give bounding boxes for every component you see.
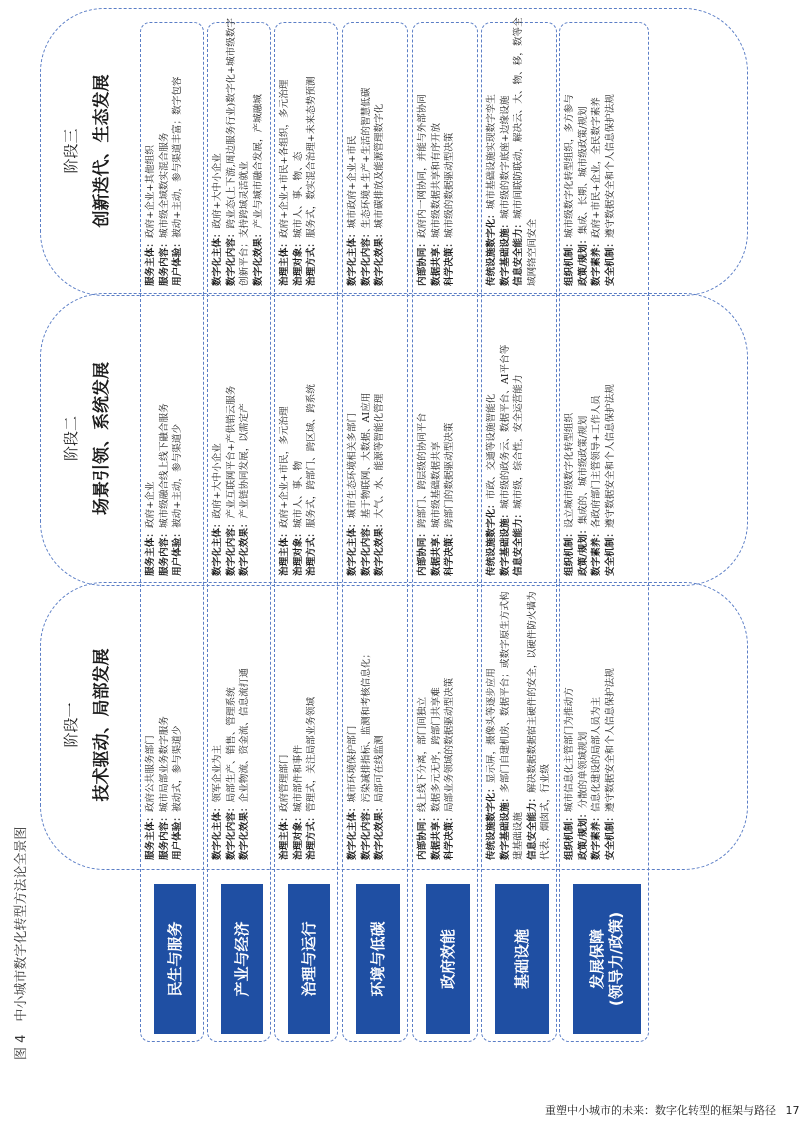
cell-line (211, 16, 225, 286)
cell-line (171, 301, 185, 576)
cell-line-value: 城市级数据共享和有序开放 (430, 122, 442, 239)
cell-line-label: 数字基础设施： (499, 218, 511, 286)
cell-line-value: 城市级，综合性，安全运营能力 (513, 374, 524, 509)
cell-line-value: 产业互联网平台+产供销云服务 (225, 385, 237, 519)
cell-line-value: 企业物流、资金流、信息流打通 (239, 668, 250, 803)
cell-line (512, 301, 526, 576)
cell-line (225, 16, 252, 286)
cell-line-value: 政府+企业+市民+各组织，多元治理 (279, 79, 290, 239)
cell-line (144, 301, 158, 576)
cell-line-label: 治理对象： (292, 238, 304, 286)
cell-line-label: 政策/规划： (577, 808, 589, 860)
stage-cell (563, 16, 649, 286)
cell-line (292, 301, 306, 576)
cell-line-label: 用户体验： (172, 238, 183, 286)
cell-line (499, 590, 526, 860)
stage-number: 阶段一 (62, 702, 80, 748)
cell-line-label: 治理主体： (279, 812, 290, 860)
cell-line-label: 信息安全能力： (513, 218, 524, 286)
cell-line (373, 590, 387, 860)
cell-line-label: 数字化主体： (347, 802, 358, 860)
cell-line (604, 301, 618, 576)
cell-line (499, 16, 513, 286)
cell-line-label: 数字化主体： (347, 518, 358, 576)
cell-line (278, 590, 292, 860)
cell-line (577, 16, 591, 286)
row-label (221, 884, 263, 1034)
cell-line (144, 16, 158, 286)
stage-cell (278, 301, 338, 576)
cell-line (443, 16, 457, 286)
stage-cell (144, 590, 204, 860)
stage-cell (278, 590, 338, 860)
stage-title: 创新迭代、生态发展 (92, 74, 112, 228)
stage-cell (416, 16, 478, 286)
row-label-text: 政府效能 (438, 929, 457, 990)
cell-line-label: 数字化效果： (239, 518, 250, 576)
footer-title: 重塑中小城市的未来：数字化转型的框架与路径 (545, 1104, 776, 1117)
cell-line-value: 政府+市民+企业，全民数字素养 (591, 97, 602, 239)
stage-cell (485, 16, 557, 286)
cell-line-label: 服务主体： (145, 812, 156, 860)
cell-line (604, 16, 618, 286)
cell-line-value: 城市级基础数据共享 (430, 441, 442, 529)
cell-line-label: 数字化内容： (360, 228, 372, 286)
cell-line (292, 16, 306, 286)
figure-caption: 图 4 中小城市数字化转型方法论全景图 (14, 826, 29, 1060)
stage-cell (485, 301, 557, 576)
row-label-text: 基础设施 (512, 929, 531, 990)
cell-line-value: 数据多元无序，跨部门共享难 (430, 687, 442, 813)
cell-line-label: 数字基础设施： (499, 792, 511, 860)
cell-line-label: 数字化效果： (374, 802, 385, 860)
cell-line-label: 数字化效果： (374, 228, 385, 286)
cell-line-value: 城市间联防联动，解决云、大、物、移，数等全域网络空间安全 (513, 17, 538, 286)
stage-header (60, 16, 112, 286)
stage-number: 阶段二 (62, 416, 80, 462)
cell-line-value: 城市级的政务云、数据平台、AI平台等 (499, 344, 511, 509)
cell-line-value: 显示屏，摄像头等逐步应用 (486, 668, 497, 784)
cell-line-value: 城市人、事、物、态 (292, 151, 304, 239)
cell-line-label: 数字素养： (591, 812, 602, 860)
cell-line-value: 污染减排指标、监测和考核信息化； (360, 648, 372, 803)
cell-line-value: 政府内一网协同，并能与外部协同 (417, 94, 428, 239)
row-label-text: 民生与服务 (165, 921, 184, 997)
cell-line-label: 数字素养： (591, 528, 602, 576)
cell-line (238, 590, 252, 860)
cell-line (373, 16, 387, 286)
cell-line (238, 301, 252, 576)
cell-line-label: 传统设施数字化： (486, 499, 497, 576)
cell-line-label: 数字化内容： (225, 518, 237, 576)
cell-line-value: 产业与城市融合发展，产城融城 (252, 94, 264, 229)
cell-line-value: 政府公共服务部门 (145, 735, 156, 813)
cell-line-value: 城市级的数字底座+边缘设施 (499, 95, 511, 219)
cell-line-value: 各政府部门主管领导+工作人员 (591, 395, 602, 529)
cell-line-value: 市政、交通等设施智能化 (486, 393, 497, 500)
cell-line (305, 590, 319, 860)
cell-line-value: 遵守数据安全和个人信息保护法规 (604, 94, 616, 239)
cell-line (360, 301, 374, 576)
cell-line-label: 数字基础设施： (499, 508, 511, 576)
cell-line (443, 590, 457, 860)
cell-line (158, 301, 172, 576)
cell-line (590, 16, 604, 286)
cell-line (346, 301, 360, 576)
cell-line (252, 16, 266, 286)
cell-line-value: 线上线下分离，部门间独立 (417, 696, 428, 813)
cell-line-label: 治理对象： (292, 528, 304, 576)
cell-line-label: 数据共享： (430, 812, 442, 860)
cell-line-value: 分散的单领域规划 (577, 731, 589, 809)
stage-cell (346, 590, 408, 860)
cell-line-label: 数字化内容： (225, 802, 237, 860)
cell-line-label: 治理方式： (306, 238, 317, 286)
cell-line-value: 跨部门的数据驱动型决策 (444, 422, 455, 529)
cell-line-value: 跨业态(上下游,周边服务行业)数字化+城市级数字创新平台；支持跨域灵活就业 (225, 17, 250, 286)
cell-line-label: 治理方式： (306, 528, 317, 576)
stage-cell (563, 590, 649, 860)
cell-line-value: 集成、长期、城市级政策/规划 (577, 106, 589, 235)
cell-line (373, 301, 387, 576)
cell-line-label: 服务主体： (145, 238, 156, 286)
cell-line (278, 301, 292, 576)
cell-line-value: 政府+企业 (145, 481, 156, 529)
cell-line-value: 城市局部业务数字服务 (158, 716, 170, 813)
cell-line-label: 治理主体： (279, 528, 290, 576)
cell-line-label: 组织机制： (564, 528, 575, 576)
cell-line-label: 内部协同： (417, 238, 428, 286)
cell-line-value: 政府+大中小企业 (212, 153, 223, 229)
cell-line-value: 领军企业为主 (212, 744, 223, 803)
cell-line-value: 城市环境保护部门 (347, 725, 358, 803)
stage-cell (346, 16, 408, 286)
cell-line-value: 大气、水、能源等智能化管理 (374, 393, 385, 519)
cell-line (563, 590, 577, 860)
cell-line-label: 治理主体： (279, 238, 290, 286)
cell-line-label: 信息安全能力： (526, 792, 538, 860)
cell-line-label: 数据共享： (430, 238, 442, 286)
stage-cell (211, 16, 271, 286)
cell-line-value: 服务式，数实混合治理+未来态势预测 (306, 76, 317, 239)
cell-line-label: 传统设施数字化： (486, 783, 497, 860)
cell-line-label: 组织机制： (564, 238, 575, 286)
cell-line (604, 590, 618, 860)
cell-line-value: 局部生产、销售、管理系统 (225, 687, 237, 803)
cell-line-value: 城市人、事、物 (292, 460, 304, 529)
cell-line-value: 城市级数字化转型组织，多方参与 (564, 94, 575, 239)
row-label-text: 产业与经济 (232, 921, 251, 997)
cell-line (430, 301, 444, 576)
cell-line-label: 政策/规划： (577, 524, 589, 576)
cell-line-value: 城市信息化主管部门为推动方 (564, 687, 575, 813)
cell-line-label: 内部协同： (417, 812, 428, 860)
cell-line-value: 城市级的数据驱动型决策 (444, 132, 455, 239)
cell-line-value: 产业链协同发展，以需定产 (239, 403, 250, 519)
cell-line-value: 城市基础设施实现数字孪生 (486, 94, 497, 210)
cell-line-value: 政府+企业+市民，多元治理 (279, 406, 290, 529)
page-number: 17 (785, 1104, 800, 1117)
cell-line (485, 590, 499, 860)
cell-line-value: 多部门自建机房、数据平台；或数字原生方式构建基础设施 (499, 591, 524, 860)
cell-line (512, 16, 539, 286)
row-label (288, 884, 330, 1034)
cell-line-label: 数字化内容： (360, 518, 372, 576)
cell-line (485, 16, 499, 286)
cell-line (292, 590, 306, 860)
cell-line (430, 16, 444, 286)
cell-line-label: 科学决策： (444, 812, 455, 860)
cell-line-label: 传统设施数字化： (486, 209, 497, 286)
stage-cell (211, 590, 271, 860)
cell-line (346, 590, 360, 860)
cell-line-value: 信息化建设的局部人员为主 (591, 696, 602, 813)
cell-line-value: 管理式，关注局部业务领域 (306, 696, 317, 813)
cell-line-label: 用户体验： (172, 812, 183, 860)
cell-line-label: 治理对象： (292, 812, 304, 860)
cell-line (278, 16, 292, 286)
cell-line (485, 301, 499, 576)
cell-line-label: 数字化效果： (239, 802, 250, 860)
row-label-text: 发展保障 (领导力/政策) (588, 911, 625, 1007)
cell-line (225, 301, 239, 576)
stage-cell (346, 301, 408, 576)
cell-line-label: 用户体验： (172, 528, 183, 576)
cell-line-label: 数字素养： (591, 238, 602, 286)
cell-line (158, 16, 172, 286)
stage-title: 场景引领、系统发展 (92, 362, 112, 515)
cell-line-label: 数字化主体： (212, 228, 223, 286)
cell-line (211, 590, 225, 860)
cell-line (171, 590, 185, 860)
cell-line (346, 16, 360, 286)
cell-line-label: 数字化内容： (360, 802, 372, 860)
cell-line-value: 被动式，参与渠道少 (172, 725, 183, 813)
cell-line (577, 301, 591, 576)
cell-line-value: 基于物联网、大数据、AI应用 (360, 392, 372, 519)
cell-line (171, 16, 185, 286)
stage-cell (416, 301, 478, 576)
stage-number: 阶段三 (62, 128, 80, 174)
cell-line-value: 城市生态环境相关多部门 (347, 412, 358, 519)
cell-line (225, 590, 239, 860)
cell-line (577, 590, 591, 860)
stage-cell (211, 301, 271, 576)
row-label (495, 884, 549, 1034)
row-label-text: 环境与低碳 (368, 921, 387, 997)
cell-line (416, 16, 430, 286)
stage-cell (278, 16, 338, 286)
stage-cell (144, 16, 204, 286)
cell-line-value: 服务式，跨部门、跨区域、跨系统 (306, 384, 317, 529)
cell-line-value: 集成的、城市级政策/规划 (577, 415, 589, 525)
cell-line (590, 590, 604, 860)
cell-line-label: 服务内容： (158, 528, 170, 576)
cell-line (430, 590, 444, 860)
cell-line-value: 被动+主动，参与渠道少 (172, 424, 183, 529)
cell-line (590, 301, 604, 576)
cell-line-label: 信息安全能力： (513, 508, 524, 576)
row-label (426, 884, 470, 1034)
cell-line-value: 被动+主动，参与渠道丰富；数字包容 (172, 76, 183, 239)
cell-line (360, 16, 374, 286)
cell-line-label: 数字化内容： (225, 228, 237, 286)
cell-line-value: 跨部门、跨层级的协同平台 (417, 412, 428, 529)
cell-line-value: 遵守数据安全和个人信息保护法规 (604, 384, 616, 529)
cell-line-label: 数字化主体： (212, 802, 223, 860)
cell-line (305, 301, 319, 576)
cell-line-label: 治理方式： (306, 812, 317, 860)
page-footer (545, 1102, 800, 1118)
cell-line-label: 安全机制： (604, 528, 616, 576)
cell-line (443, 301, 457, 576)
cell-line-label: 组织机制： (564, 812, 575, 860)
cell-line (158, 590, 172, 860)
stage-header (60, 590, 112, 860)
cell-line (563, 16, 577, 286)
cell-line-label: 安全机制： (604, 238, 616, 286)
cell-line (211, 301, 225, 576)
cell-line-label: 安全机制： (604, 812, 616, 860)
cell-line-value: 城市级融合线上线下融合服务 (158, 403, 170, 529)
cell-line (360, 590, 374, 860)
cell-line (526, 590, 553, 860)
cell-line (416, 301, 430, 576)
row-label-text: 治理与运行 (299, 921, 318, 997)
cell-line-value: 遵守数据安全和个人信息保护法规 (604, 668, 616, 813)
cell-line-value: 城市部件和事件 (292, 744, 304, 813)
stage-title: 技术驱动、局部发展 (92, 648, 112, 802)
cell-line-value: 生态环境+生产+生活的智慧低碳 (360, 87, 372, 229)
cell-line-label: 数字化效果： (252, 228, 264, 286)
stage-cell (485, 590, 557, 860)
cell-line-value: 政府管理部门 (279, 754, 290, 813)
stage-cell (563, 301, 649, 576)
cell-line-label: 科学决策： (444, 528, 455, 576)
row-label (356, 884, 400, 1034)
cell-line-value: 设立城市级数字化转型组织 (564, 412, 575, 529)
cell-line-value: 局部业务领域的数据驱动型决策 (444, 677, 455, 813)
cell-line-value: 局部可在线监测 (374, 735, 385, 803)
cell-line-value: 城市级全域数实混合服务 (158, 132, 170, 239)
cell-line-value: 政府+企业+其他组织 (145, 145, 156, 239)
cell-line (416, 590, 430, 860)
stage-header (60, 301, 112, 576)
cell-line-label: 数据共享： (430, 528, 442, 576)
cell-line-label: 科学决策： (444, 238, 455, 286)
cell-line-label: 数字化主体： (212, 518, 223, 576)
cell-line-label: 服务内容： (158, 238, 170, 286)
cell-line-label: 内部协同： (417, 528, 428, 576)
row-label (573, 884, 641, 1034)
stage-cell (416, 590, 478, 860)
cell-line-label: 服务内容： (158, 812, 170, 860)
cell-line-label: 服务主体： (145, 528, 156, 576)
cell-line-value: 政府+大中小企业 (212, 443, 223, 519)
stage-cell (144, 301, 204, 576)
cell-line (305, 16, 319, 286)
cell-line-value: 城市政府+企业+市民 (347, 135, 358, 229)
cell-line-value: 城市碳排放及能源管理数字化 (374, 103, 385, 229)
cell-line (563, 301, 577, 576)
cell-line-label: 数字化主体： (347, 228, 358, 286)
cell-line (499, 301, 513, 576)
cell-line-label: 数字化效果： (374, 518, 385, 576)
row-label (154, 884, 196, 1034)
cell-line-label: 政策/规划： (577, 234, 589, 286)
cell-line (144, 590, 158, 860)
cell-line-value: 解决数据数据宿主硬件的安全，以硬件防火墙为代表，烟囱式，行业级 (526, 591, 551, 860)
